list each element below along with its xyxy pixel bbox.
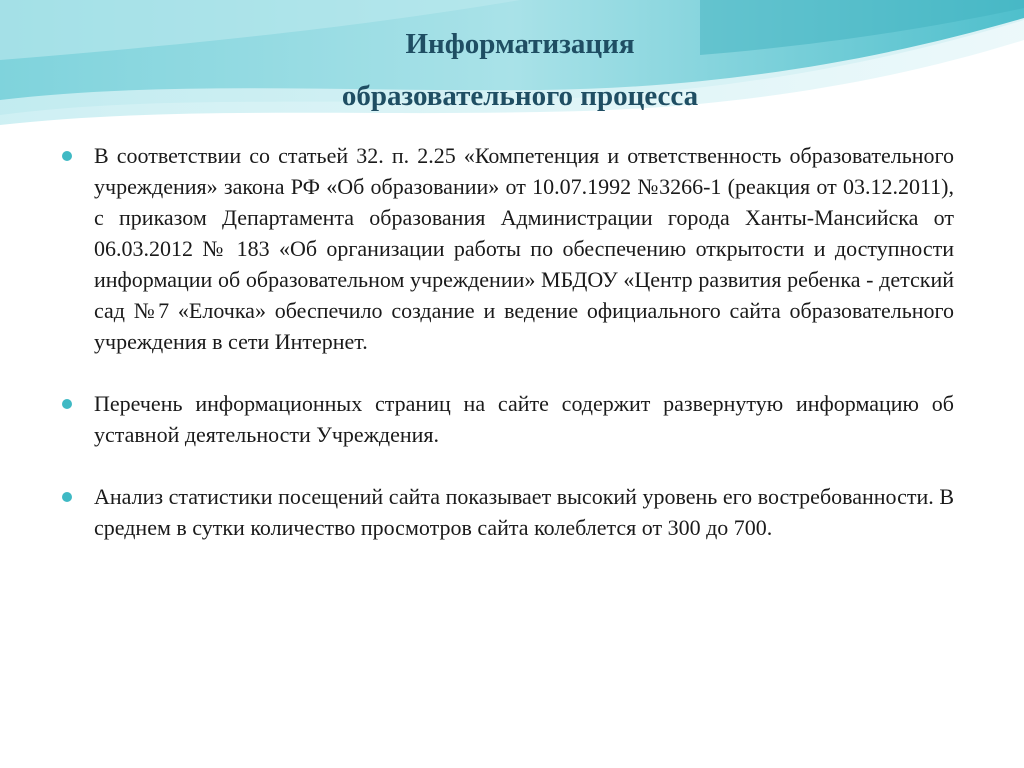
bullet-text-3: Анализ статистики посещений сайта показывает высокий уровень его востребованности. В среднем в сутки количество просмотров сайта колеблется от 300 до 700. [94, 484, 954, 540]
bullet-text-2: Перечень информационных страниц на сайте содержит развернутую информацию об уставной деятельности Учреждения. [94, 391, 954, 447]
bullet-text-1: В соответствии со статьей 32. п. 2.25 «Компетенция и ответственность образовательного учреждения» закона РФ «Об образовании» от 10.07.1992 №3266-1 (реакция от 03.12.2011), с приказом Департамента образования Администрации города Ханты-Мансийска от 06.03.2012 № 183 «Об организации работы по обеспечению открытости и доступности информации об образовательном учреждении» МБДОУ «Центр развития ребенка - детский сад №7 «Елочка» обеспечило создание и ведение официального сайта образовательного учреждения в сети Интернет. [94, 143, 954, 354]
bullet-dot-icon [62, 151, 72, 161]
bullet-list [62, 140, 954, 543]
bullet-dot-icon [62, 399, 72, 409]
bullet-item-2 [62, 388, 954, 450]
title-line-2: образовательного процесса [341, 80, 699, 112]
bullet-item-1 [62, 140, 954, 357]
title-line-1: Информатизация [405, 28, 635, 60]
slide-title [200, 18, 840, 122]
bullet-dot-icon [62, 492, 72, 502]
bullet-item-3 [62, 481, 954, 543]
